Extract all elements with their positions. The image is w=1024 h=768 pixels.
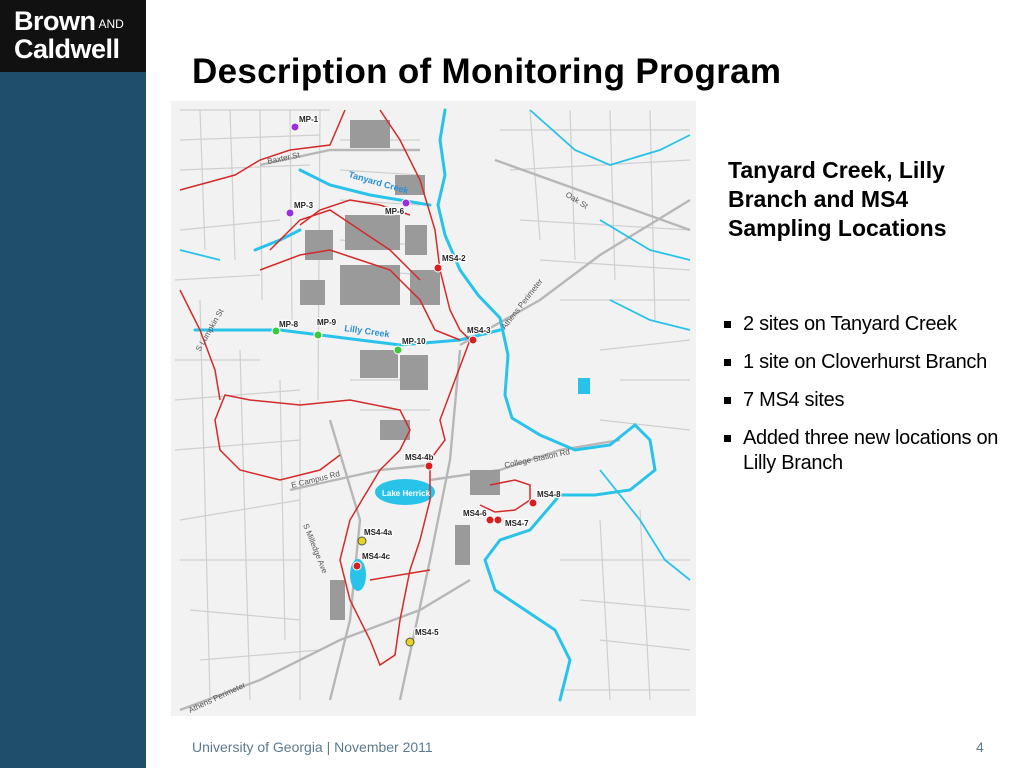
site-label: MS4-4b [405,453,434,462]
square-bullet-icon [724,321,731,328]
site-label: MP-3 [294,201,314,210]
site-marker-mp-9 [314,331,322,339]
sidebar-band [0,0,146,768]
site-label: MS4-2 [442,254,466,263]
street-label: S Milledge Ave [301,522,330,575]
street-label: E Campus Rd [290,469,341,490]
site-marker-mp-6 [402,199,410,207]
site-label: MP-10 [402,337,426,346]
bullet-item [722,350,1002,375]
site-marker-ms4-2 [434,264,442,272]
stream-label-lilly-creek: Lilly Creek [343,323,391,340]
site-label: MS4-7 [505,519,529,528]
site-label: MP-6 [385,207,405,216]
site-marker-mp-3 [286,209,294,217]
bullet-item [722,426,1002,476]
site-marker-ms4-7 [494,516,502,524]
site-label: MS4-6 [463,509,487,518]
site-marker-ms4-4a [358,537,366,545]
bullet-text: 2 sites on Tanyard Creek [743,313,957,335]
site-label: MS4-5 [415,628,439,637]
map-subtitle: Tanyard Creek, Lilly Branch and MS4 Sampling Locations [728,157,947,241]
street-label: S Lumpkin St [193,307,226,353]
square-bullet-icon [724,359,731,366]
logo-word-and: AND [98,17,124,31]
site-label: MS4-3 [467,326,491,335]
bullet-text: Added three new locations on Lilly Branch [743,427,999,474]
monitoring-location-map [171,101,696,716]
site-marker-mp-1 [291,123,299,131]
street-label: College Station Rd [503,447,571,470]
site-marker-ms4-3 [469,336,477,344]
stream-label-tanyard-creek: Tanyard Creek [347,169,410,196]
street-label: Oak St [563,190,590,211]
slide-footer: University of Georgia | November 2011 [192,739,433,755]
site-marker-ms4-4c [353,562,361,570]
bullet-text: 1 site on Cloverhurst Branch [743,351,987,373]
site-label: MS4-8 [537,490,561,499]
bullet-item [722,312,1002,337]
bullet-text: 7 MS4 sites [743,389,845,411]
square-bullet-icon [724,397,731,404]
brown-and-caldwell-logo [0,0,146,72]
site-label: MP-9 [317,318,337,327]
site-marker-mp-10 [394,346,402,354]
site-marker-ms4-5 [406,638,414,646]
site-label: MS4-4c [362,552,391,561]
site-label: MS4-4a [364,528,393,537]
site-marker-ms4-4b [425,462,433,470]
site-marker-ms4-8 [529,499,537,507]
site-label: MP-1 [299,115,319,124]
street-label: Athens Perimeter [187,680,247,715]
street-label: Athens Perimeter [499,276,545,332]
site-marker-ms4-6 [486,516,494,524]
logo-word-caldwell: Caldwell [14,34,120,64]
bullet-list [722,312,1002,489]
slide-title: Description of Monitoring Program [192,52,782,91]
lake-label: Lake Herrick [382,489,431,498]
logo-word-brown: Brown [14,6,96,36]
page-number: 4 [976,739,984,755]
street-label: Baxter St [266,150,301,166]
square-bullet-icon [724,435,731,442]
bullet-item [722,388,1002,413]
site-label: MP-8 [279,320,299,329]
